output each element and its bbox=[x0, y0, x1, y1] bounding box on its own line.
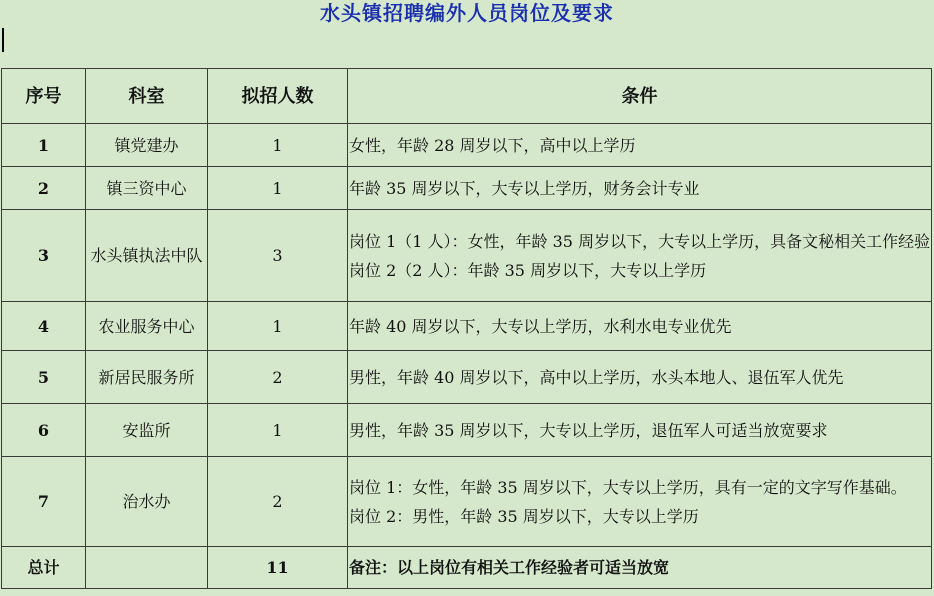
cond-line: 男性，年龄 40 周岁以下，高中以上学历，水头本地人、退伍军人优先 bbox=[349, 367, 844, 387]
table-row bbox=[2, 457, 932, 547]
cond-line: 岗位 1：女性，年龄 35 周岁以下，大专以上学历，具有一定的文字写作基础。 bbox=[349, 477, 907, 497]
cell-dept[interactable]: 镇党建办 bbox=[86, 124, 208, 167]
cell-count[interactable]: 1 bbox=[208, 404, 348, 457]
cell-count[interactable]: 1 bbox=[208, 302, 348, 351]
cell-no[interactable]: 1 bbox=[2, 124, 86, 167]
table-row bbox=[2, 210, 932, 302]
table-row bbox=[2, 124, 932, 167]
cell-cond[interactable] bbox=[348, 457, 932, 547]
table-row bbox=[2, 404, 932, 457]
table-row bbox=[2, 351, 932, 404]
cond-line: 年龄 35 周岁以下，大专以上学历，财务会计专业 bbox=[349, 178, 700, 198]
positions-table bbox=[1, 68, 932, 589]
cell-dept[interactable]: 安监所 bbox=[86, 404, 208, 457]
header-cond[interactable]: 条件 bbox=[348, 69, 932, 124]
total-dept[interactable] bbox=[86, 547, 208, 589]
cell-count[interactable]: 2 bbox=[208, 351, 348, 404]
text-cursor bbox=[2, 28, 4, 52]
cond-line: 岗位 1（1 人）：女性，年龄 35 周岁以下，大专以上学历，具备文秘相关工作经验 bbox=[349, 231, 931, 251]
total-note[interactable]: 备注：以上岗位有相关工作经验者可适当放宽 bbox=[348, 547, 932, 589]
cell-dept[interactable]: 新居民服务所 bbox=[86, 351, 208, 404]
cond-line: 女性，年龄 28 周岁以下，高中以上学历 bbox=[349, 135, 636, 155]
cell-count[interactable]: 2 bbox=[208, 457, 348, 547]
cell-cond[interactable] bbox=[348, 124, 932, 167]
cond-line: 男性，年龄 35 周岁以下，大专以上学历，退伍军人可适当放宽要求 bbox=[349, 420, 828, 440]
cell-cond[interactable] bbox=[348, 302, 932, 351]
cell-no[interactable]: 4 bbox=[2, 302, 86, 351]
total-label[interactable]: 总计 bbox=[2, 547, 86, 589]
total-count[interactable]: 11 bbox=[208, 547, 348, 589]
cell-no[interactable]: 5 bbox=[2, 351, 86, 404]
cell-no[interactable]: 6 bbox=[2, 404, 86, 457]
cond-line: 年龄 40 周岁以下，大专以上学历，水利水电专业优先 bbox=[349, 316, 732, 336]
table-total-row bbox=[2, 547, 932, 589]
table-header-row bbox=[2, 69, 932, 124]
cell-cond[interactable] bbox=[348, 351, 932, 404]
header-no[interactable]: 序号 bbox=[2, 69, 86, 124]
cell-no[interactable]: 7 bbox=[2, 457, 86, 547]
cell-count[interactable]: 3 bbox=[208, 210, 348, 302]
cell-dept[interactable]: 农业服务中心 bbox=[86, 302, 208, 351]
cond-line: 岗位 2：男性，年龄 35 周岁以下，大专以上学历 bbox=[349, 506, 699, 526]
header-dept[interactable]: 科室 bbox=[86, 69, 208, 124]
table-row bbox=[2, 302, 932, 351]
cell-cond[interactable] bbox=[348, 167, 932, 210]
cell-dept[interactable]: 治水办 bbox=[86, 457, 208, 547]
cell-no[interactable]: 2 bbox=[2, 167, 86, 210]
cell-dept[interactable]: 镇三资中心 bbox=[86, 167, 208, 210]
cell-cond[interactable] bbox=[348, 404, 932, 457]
cell-count[interactable]: 1 bbox=[208, 124, 348, 167]
page-title: 水头镇招聘编外人员岗位及要求 bbox=[320, 1, 614, 25]
cell-dept[interactable]: 水头镇执法中队 bbox=[86, 210, 208, 302]
cond-line: 岗位 2（2 人）：年龄 35 周岁以下，大专以上学历 bbox=[349, 260, 707, 280]
cell-count[interactable]: 1 bbox=[208, 167, 348, 210]
header-count[interactable]: 拟招人数 bbox=[208, 69, 348, 124]
table-row bbox=[2, 167, 932, 210]
cell-cond[interactable] bbox=[348, 210, 932, 302]
cell-no[interactable]: 3 bbox=[2, 210, 86, 302]
